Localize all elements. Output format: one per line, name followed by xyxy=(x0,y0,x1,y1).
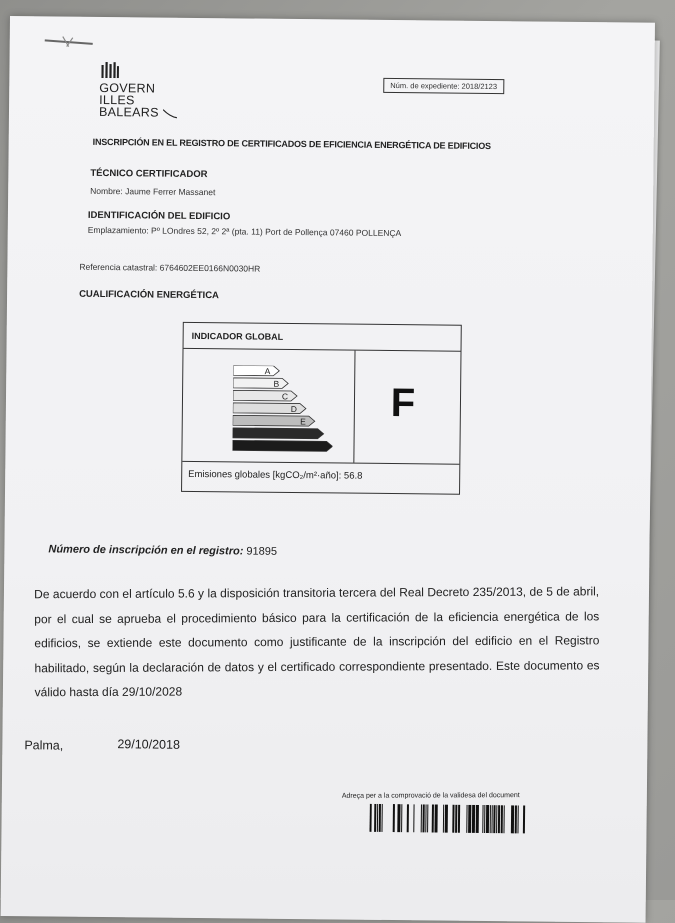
barcode-bar xyxy=(458,805,460,833)
scale-bar-b xyxy=(233,378,288,389)
energy-scale-chart xyxy=(232,365,333,454)
barcode-bar xyxy=(422,804,424,832)
tecnico-heading: TÉCNICO CERTIFICADOR xyxy=(90,167,208,181)
scale-label-d: D xyxy=(290,403,297,415)
barcode-bar xyxy=(496,805,497,833)
barcode-bar xyxy=(427,804,428,832)
barcode-bar xyxy=(379,804,381,832)
scale-label-b: B xyxy=(273,378,280,389)
scale-bar-a xyxy=(233,365,279,375)
govern-wordmark xyxy=(99,82,177,119)
barcode-bar xyxy=(466,805,467,833)
emplazamiento: Emplazamiento: Pº LOndres 52, 2º 2ª (pta. 11) Port de Pollença 07460 POLLENÇA xyxy=(87,224,402,239)
barcode-bar xyxy=(374,804,376,832)
barcode-bar xyxy=(468,805,471,833)
signature-place: Palma, xyxy=(24,738,64,753)
barcode-bar xyxy=(401,804,402,832)
logo-swoosh-icon xyxy=(162,108,176,118)
barcode-bar xyxy=(482,805,483,833)
barcode-bar xyxy=(476,805,479,833)
scale-bar-g xyxy=(232,440,332,451)
barcode-bar xyxy=(523,805,525,833)
barcode-bar xyxy=(515,805,517,833)
document-title: INSCRIPCIÓN EN EL REGISTRO DE CERTIFICADOS DE EFICIENCIA ENERGÉTICA DE EDIFICIOS xyxy=(92,136,491,152)
registration-line xyxy=(48,543,277,557)
barcode-bar xyxy=(452,805,454,833)
govern-logo xyxy=(99,62,177,119)
barcode-bar xyxy=(455,805,457,833)
barcode-bar xyxy=(407,804,409,832)
logo-line-2: ILLES xyxy=(99,92,135,108)
scale-bar-f xyxy=(233,428,324,439)
indicator-footer xyxy=(182,461,459,465)
barcode-bar xyxy=(491,805,492,833)
logo-line-3: BALEARS xyxy=(98,104,159,120)
barcode-bar xyxy=(393,804,395,832)
scale-label-c: C xyxy=(281,391,289,402)
body-paragraph: De acuerdo con el artículo 5.6 y la disposición transitoria tercera del Real Decreto 235/2013, de 5 de abril, por el cual se aprueba el procedimiento básico para la certificación de la eficiencia energética de los edificios, se extiende este documento como justificante de la inscripción del edificio en el Registro habilitado, según la declaración de datos y el certificado correspondiente presentado. Este documento es válido hasta día 29/10/2028 xyxy=(34,584,600,700)
barcode-bar xyxy=(501,805,503,833)
barcode-bar xyxy=(381,804,382,832)
energy-indicator-box xyxy=(181,322,462,495)
tecnico-name: Nombre: Jaume Ferrer Massanet xyxy=(90,185,216,198)
barcode-bar xyxy=(397,804,400,832)
barcode-bar xyxy=(493,805,495,833)
barcode-bar xyxy=(445,805,448,833)
barcode-bar xyxy=(413,804,414,832)
barcode-bar xyxy=(472,805,475,833)
registration-number: 91895 xyxy=(246,545,278,558)
barcode-bar xyxy=(511,805,514,833)
barcode-bar xyxy=(421,804,422,832)
barcode-bar xyxy=(490,805,491,833)
barcode-bar xyxy=(425,804,426,832)
referencia-catastral: Referencia catastral: 6764602EE0166N0030HR xyxy=(79,261,261,274)
verification-text: Adreça per a la comprovació de la validesa del document xyxy=(341,792,520,800)
barcode-bar xyxy=(377,804,378,832)
indicator-divider xyxy=(353,351,355,463)
staple-icon xyxy=(43,34,95,49)
document-sheet xyxy=(1,16,655,923)
barcode-bar xyxy=(369,804,371,832)
barcode-bar xyxy=(503,805,504,833)
barcode-bar xyxy=(484,805,485,833)
edificio-heading: IDENTIFICACIÓN DEL EDIFICIO xyxy=(87,209,231,223)
barcode-bar xyxy=(498,805,500,833)
barcode-bar xyxy=(486,805,489,833)
registration-label: Número de inscripción en el registro: xyxy=(48,543,244,558)
cualificacion-heading: CUALIFICACIÓN ENERGÉTICA xyxy=(79,288,220,302)
indicator-heading: INDICADOR GLOBAL xyxy=(184,323,461,352)
govern-emblem-icon xyxy=(101,62,119,78)
barcode-bar xyxy=(432,804,434,832)
expediente-box: Núm. de expediente: 2018/2123 xyxy=(383,78,504,94)
emissions-text: Emisiones globales [kgCO₂/m²·año]: 56.8 xyxy=(188,468,363,482)
logo-line-1: GOVERN xyxy=(99,80,156,96)
scale-label-e: E xyxy=(300,416,306,427)
barcode-bar xyxy=(517,805,518,833)
barcode-bar xyxy=(443,805,444,833)
signature-date: 29/10/2018 xyxy=(117,737,181,752)
energy-rating-letter: F xyxy=(390,381,416,426)
scale-label-a: A xyxy=(264,366,271,377)
verification-barcode xyxy=(369,804,529,836)
barcode-bar xyxy=(434,804,437,832)
